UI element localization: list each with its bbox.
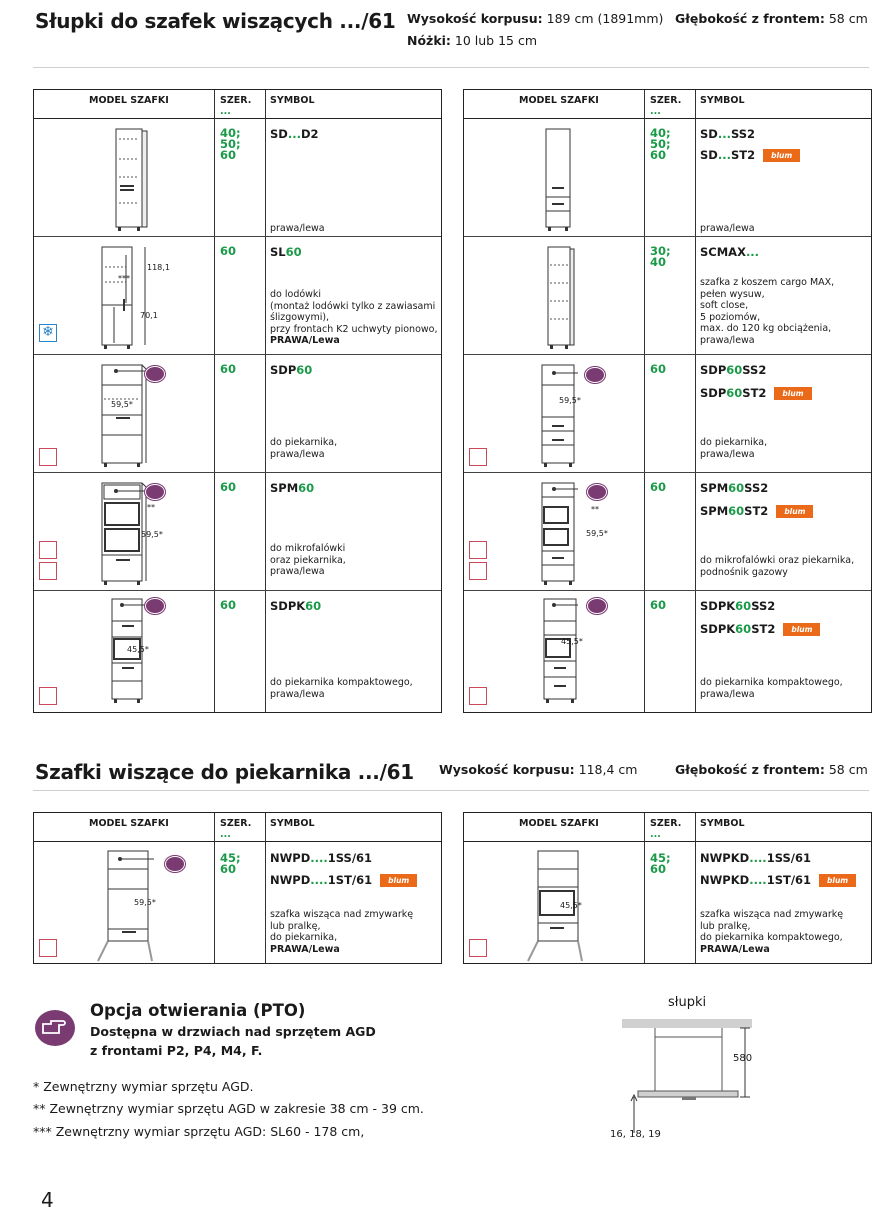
pto-title: Opcja otwierania (PTO) <box>90 1001 306 1020</box>
section1-title: Słupki do szafek wiszących .../61 <box>35 9 396 33</box>
width-value: 60 <box>650 480 667 494</box>
oven-cabinet-drawing <box>464 355 644 472</box>
row-note: szafka wisząca nad zmywarkę lub pralkę, do piekarnika kompaktowego, PRAWA/Lewa <box>700 909 844 955</box>
pto-large-icon <box>33 1008 77 1048</box>
diagram-legs: 16, 18, 19 <box>610 1129 661 1140</box>
table-header <box>34 90 441 119</box>
width-value: 60 <box>220 244 237 258</box>
header-symbol: SYMBOL <box>700 95 745 106</box>
diagram-label: słupki <box>668 995 707 1010</box>
pto-fronts: z frontami P2, P4, M4, F. <box>90 1043 263 1058</box>
wall-compact-oven-cabinet-drawing <box>464 843 644 963</box>
width-value: 60 <box>220 598 237 612</box>
pto-icon <box>165 856 185 872</box>
symbol: SDPK60 <box>270 599 322 613</box>
width-value: 30; 40 <box>650 244 671 269</box>
symbol: SCMAX... <box>700 245 760 259</box>
symbol: SDP60SS2 <box>700 363 767 377</box>
table-header <box>464 90 871 119</box>
row-note: do mikrofalówki oraz piekarnika, prawa/lewa <box>270 543 346 577</box>
section2-spec-depth: Głębokość z frontem: 58 cm <box>675 762 868 777</box>
cabinet-drawing <box>34 119 214 236</box>
symbol: SDP60 <box>270 363 313 377</box>
oven-cabinet-drawing <box>34 355 214 472</box>
table-row <box>464 355 871 473</box>
header-width: SZER. ... <box>650 95 682 117</box>
row-note: do piekarnika, prawa/lewa <box>700 437 768 460</box>
footnote: * Zewnętrzny wymiar sprzętu AGD. <box>33 1079 254 1094</box>
table-row <box>34 237 441 355</box>
cabinet-drawing <box>464 119 644 236</box>
section1-spec-height: Wysokość korpusu: 189 cm (1891mm) <box>407 11 664 26</box>
table-row <box>464 119 871 237</box>
section2-left-table <box>33 812 442 964</box>
pto-icon <box>145 598 165 614</box>
pto-icon <box>585 367 605 383</box>
oven-icon <box>469 448 487 466</box>
width-value: 60 <box>220 480 237 494</box>
symbol: SD...D2 <box>270 127 319 141</box>
symbol: NWPKD....1ST/61 blum <box>700 873 856 887</box>
symbol: NWPKD....1SS/61 <box>700 851 811 865</box>
divider <box>33 67 869 68</box>
dimension-label: 59,5* <box>134 898 156 907</box>
header-width: SZER. ... <box>220 818 252 840</box>
table-header <box>34 813 441 842</box>
header-width: SZER. ... <box>650 818 682 840</box>
dimension-label: ** <box>147 503 155 512</box>
row-note: do piekarnika kompaktowego, prawa/lewa <box>270 677 413 700</box>
row-note: do lodówki (montaż lodówki tylko z zawiasami ślizgowymi), przy frontach K2 uchwyty pionowo, PRAWA/Lewa <box>270 289 438 346</box>
header-symbol: SYMBOL <box>270 95 315 106</box>
footnote: *** Zewnętrzny wymiar sprzętu AGD: SL60 - 178 cm, <box>33 1124 365 1139</box>
row-note: do mikrofalówki oraz piekarnika, podnośnik gazowy <box>700 555 855 578</box>
oven-icon <box>39 448 57 466</box>
section1-spec-legs: Nóżki: 10 lub 15 cm <box>407 33 538 48</box>
row-note: do piekarnika kompaktowego, prawa/lewa <box>700 677 843 700</box>
blum-badge: blum <box>380 874 417 887</box>
table-row <box>34 119 441 237</box>
symbol: SPM60SS2 <box>700 481 769 495</box>
dimension-label: ** <box>591 505 599 514</box>
table-header <box>464 813 871 842</box>
oven-icon <box>39 687 57 705</box>
compact-oven-cabinet-drawing <box>464 591 644 711</box>
dimension-label: 59,5* <box>111 400 133 409</box>
width-value: 60 <box>650 362 667 376</box>
blum-badge: blum <box>776 505 813 518</box>
pto-icon <box>587 484 607 500</box>
dimension-label: 45,5* <box>127 645 149 654</box>
dimension-label: 70,1 <box>140 311 158 320</box>
blum-badge: blum <box>783 623 820 636</box>
dimension-label: 59,5* <box>141 530 163 539</box>
mounting-diagram <box>600 1015 760 1135</box>
header-symbol: SYMBOL <box>700 818 745 829</box>
symbol: SPM60 <box>270 481 315 495</box>
pto-icon <box>587 598 607 614</box>
microwave-oven-cabinet-drawing <box>464 473 644 590</box>
width-value: 60 <box>220 362 237 376</box>
table-row <box>464 237 871 355</box>
pto-icon <box>145 366 165 382</box>
row-note: szafka wisząca nad zmywarkę lub pralkę, do piekarnika, PRAWA/Lewa <box>270 909 414 955</box>
dimension-label: 59,5* <box>586 529 608 538</box>
symbol: SD...ST2 blum <box>700 148 800 162</box>
table-row <box>34 473 441 591</box>
right-table <box>463 89 872 713</box>
section2-spec-height: Wysokość korpusu: 118,4 cm <box>439 762 638 777</box>
left-table <box>33 89 442 713</box>
table-row <box>34 355 441 473</box>
width-value: 40; 50; 60 <box>220 126 241 162</box>
section2-right-table <box>463 812 872 964</box>
microwave-icon <box>469 541 487 559</box>
width-value: 45; 60 <box>650 851 671 876</box>
header-symbol: SYMBOL <box>270 818 315 829</box>
row-note: prawa/lewa <box>270 223 325 234</box>
fridge-cabinet-drawing <box>34 237 214 354</box>
blum-badge: blum <box>763 149 800 162</box>
oven-icon <box>39 939 57 957</box>
symbol: NWPD....1ST/61 blum <box>270 873 417 887</box>
pto-icon <box>145 484 165 500</box>
header-model: MODEL SZAFKI <box>89 818 169 829</box>
diagram-height: 580 <box>733 1053 753 1064</box>
footnote: ** Zewnętrzny wymiar sprzętu AGD w zakresie 38 cm - 39 cm. <box>33 1101 424 1116</box>
microwave-oven-cabinet-drawing <box>34 473 214 590</box>
blum-badge: blum <box>774 387 811 400</box>
row-note: szafka z koszem cargo MAX, pełen wysuw, soft close, 5 poziomów, max. do 120 kg obciążenia, prawa/lewa <box>700 277 835 346</box>
oven-icon <box>39 562 57 580</box>
width-value: 45; 60 <box>220 851 241 876</box>
symbol: SDPK60ST2 blum <box>700 622 820 636</box>
symbol: SL60 <box>270 245 302 259</box>
microwave-icon <box>39 541 57 559</box>
symbol: SDP60ST2 blum <box>700 386 812 400</box>
dimension-label: 59,5* <box>559 396 581 405</box>
cargo-cabinet-drawing <box>464 237 644 354</box>
dimension-label: 45,5* <box>561 637 583 646</box>
dimension-label: 118,1 <box>147 263 170 272</box>
symbol: SPM60ST2 blum <box>700 504 813 518</box>
row-note: prawa/lewa <box>700 223 755 234</box>
symbol: SDPK60SS2 <box>700 599 776 613</box>
oven-icon <box>469 687 487 705</box>
header-width: SZER. ... <box>220 95 252 117</box>
section1-spec-depth: Głębokość z frontem: 58 cm <box>675 11 868 26</box>
header-model: MODEL SZAFKI <box>519 818 599 829</box>
oven-icon <box>469 939 487 957</box>
snowflake-icon: ❄ <box>39 324 57 342</box>
wall-oven-cabinet-drawing <box>34 843 214 963</box>
oven-icon <box>469 562 487 580</box>
table-row <box>464 473 871 591</box>
table-row <box>464 591 871 711</box>
pto-description: Dostępna w drzwiach nad sprzętem AGD <box>90 1024 376 1039</box>
row-note: do piekarnika, prawa/lewa <box>270 437 338 460</box>
width-value: 40; 50; 60 <box>650 126 671 162</box>
header-model: MODEL SZAFKI <box>519 95 599 106</box>
table-row <box>34 591 441 711</box>
width-value: 60 <box>650 598 667 612</box>
symbol: SD...SS2 <box>700 127 756 141</box>
section2-title: Szafki wiszące do piekarnika .../61 <box>35 760 414 784</box>
divider <box>33 790 869 791</box>
header-model: MODEL SZAFKI <box>89 95 169 106</box>
symbol: NWPD....1SS/61 <box>270 851 373 865</box>
page-number: 4 <box>41 1188 54 1212</box>
compact-oven-cabinet-drawing <box>34 591 214 711</box>
blum-badge: blum <box>819 874 856 887</box>
dimension-label: *** <box>118 274 130 283</box>
dimension-label: 45,5* <box>560 901 582 910</box>
